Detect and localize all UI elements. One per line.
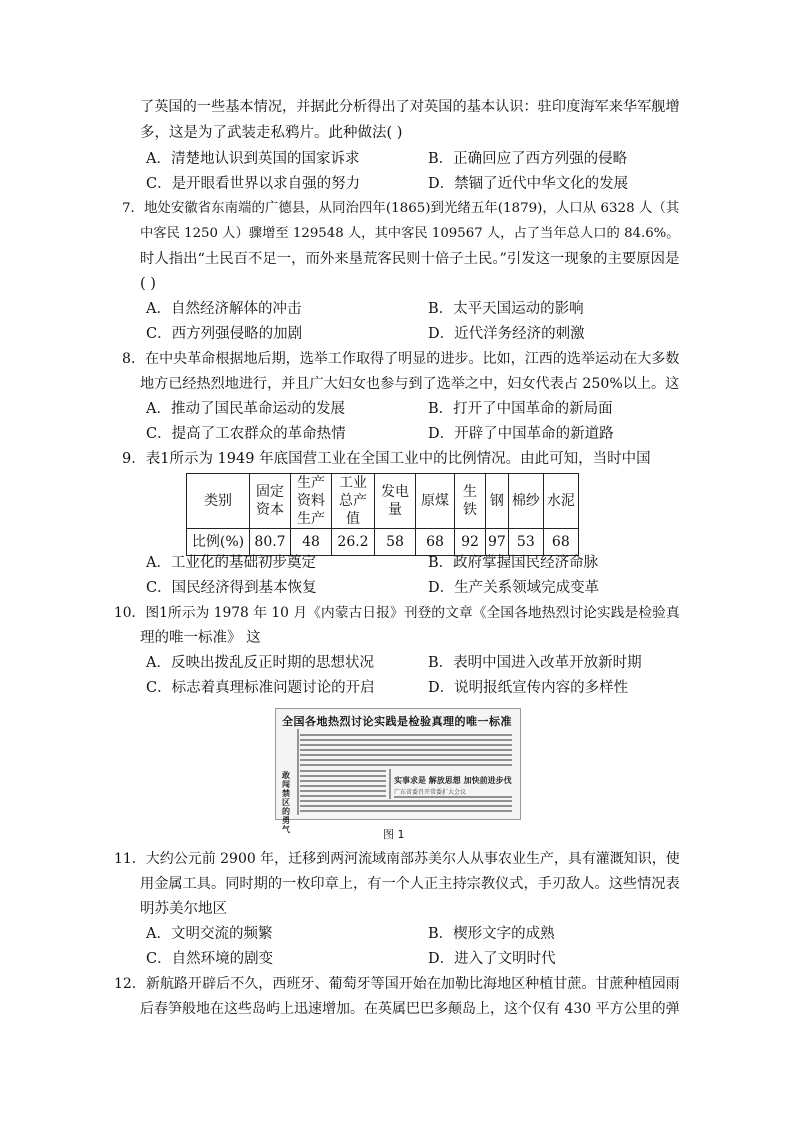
table-cell: 92 xyxy=(455,529,486,556)
table-cell: 97 xyxy=(486,529,509,556)
q8-text-line-1: 8．在中央革命根据地后期，选举工作取得了明显的进步。比如，江西的选举运动在大多数 xyxy=(122,351,680,367)
clipping-headline: 全国各地热烈讨论实践是检验真理的唯一标准 xyxy=(282,715,512,728)
q8-option-b: B．打开了中国革命的新局面 xyxy=(428,401,613,417)
q10-text-line-1: 10．图1所示为 1978 年 10 月《内蒙古日报》刊登的文章《全国各地热烈讨论实践是检验真 xyxy=(114,605,680,621)
q11-text-line-1: 11．大约公元前 2900 年，迁移到两河流域南部苏美尔人从事农业生产，具有灌溉知识，使 xyxy=(114,851,680,867)
q9-option-c: C．国民经济得到基本恢复 xyxy=(146,580,317,596)
q9-text-line-1: 9．表1所示为 1949 年底国营工业在全国工业中的比例情况。由此可知，当时中国 xyxy=(122,451,651,467)
table-cell: 48 xyxy=(291,529,332,556)
q8-option-d: D．开辟了中国革命的新道路 xyxy=(428,426,614,442)
q11-option-c: C．自然环境的剧变 xyxy=(146,951,274,967)
q7-option-b: B．太平天国运动的影响 xyxy=(428,301,584,317)
q7-option-a: A．自然经济解体的冲击 xyxy=(146,301,302,317)
table-header-cell: 生铁 xyxy=(455,474,486,529)
industry-ratio-table xyxy=(186,473,579,556)
table-header-cell: 固定资本 xyxy=(250,474,291,529)
q12-text-line-1: 12．新航路开辟后不久，西班牙、葡萄牙等国开始在加勒比海地区种植甘蔗。甘蔗种植园雨 xyxy=(114,976,680,992)
table-cell: 68 xyxy=(416,529,455,556)
clipping-source-line: 广东省委召开常委扩大会议 xyxy=(394,789,467,796)
table-cell: 26.2 xyxy=(332,529,375,556)
q8-text-line-2: 地方已经热烈地进行，并且广大妇女也参与到了选举之中，妇女代表占 250%以上。这 xyxy=(140,376,680,392)
q9-option-a: A．工业化的基础初步奠定 xyxy=(146,555,316,571)
q11-option-a: A．文明交流的频繁 xyxy=(146,926,273,942)
q9-option-d: D．生产关系领域完成变革 xyxy=(428,580,600,596)
q6-option-c: C．是开眼看世界以求自强的努力 xyxy=(146,176,361,192)
q7-option-c: C．西方列强侵略的加剧 xyxy=(146,326,303,342)
clipping-text-texture xyxy=(276,709,520,819)
table-header-cell: 工业总产值 xyxy=(332,474,375,529)
table-header-cell: 生产资料生产 xyxy=(291,474,332,529)
table-cell: 比例(%) xyxy=(187,529,250,556)
q8-option-a: A．推动了国民革命运动的发展 xyxy=(146,401,345,417)
table-header-cell: 类别 xyxy=(187,474,250,529)
table-header-cell: 原煤 xyxy=(416,474,455,529)
table-cell: 80.7 xyxy=(250,529,291,556)
q11-text-line-3: 明苏美尔地区 xyxy=(140,901,227,917)
q10-option-a: A．反映出拨乱反正时期的思想状况 xyxy=(146,655,374,671)
table-header-cell: 棉纱 xyxy=(508,474,543,529)
q6-text-line-2: 多，这是为了武装走私鸦片。此种做法( ) xyxy=(140,125,403,141)
q7-text-line-4: ( ) xyxy=(140,276,156,292)
figure-caption: 图 1 xyxy=(383,828,405,841)
q6-text-line-1: 了英国的一些基本情况，并据此分析得出了对英国的基本认识：驻印度海军来华军舰增 xyxy=(140,99,680,115)
clipping-side-title: 敢闯禁区的勇气 xyxy=(282,771,290,834)
table-cell: 53 xyxy=(508,529,543,556)
table-header-cell: 发电量 xyxy=(375,474,416,529)
q6-option-b: B．正确回应了西方列强的侵略 xyxy=(428,151,628,167)
q12-text-line-2: 后春笋般地在这些岛屿上迅速增加。在英属巴巴多颠岛上，这个仅有 430 平方公里的弹 xyxy=(140,1001,680,1017)
table-header-cell: 钢 xyxy=(486,474,509,529)
q8-option-c: C．提高了工农群众的革命热情 xyxy=(146,426,346,442)
q9-option-b: B．政府掌握国民经济命脉 xyxy=(428,555,599,571)
q10-option-c: C．标志着真理标准问题讨论的开启 xyxy=(146,680,375,696)
q7-text-line-2: 中客民 1250 人）骤增至 129548 人，其中客民 109567 人，占了当年总人口的 84.6%。 xyxy=(140,226,680,241)
q10-option-d: D．说明报纸宣传内容的多样性 xyxy=(428,680,629,696)
table-cell: 58 xyxy=(375,529,416,556)
table-header-cell: 水泥 xyxy=(543,474,578,529)
q10-text-line-2: 理的唯一标准》 这 xyxy=(140,630,261,646)
table-cell: 68 xyxy=(543,529,578,556)
q11-text-line-2: 用金属工具。同时期的一枚印章上，有一个人正主持宗教仪式，手刃敌人。这些情况表 xyxy=(140,876,680,892)
table-header-row xyxy=(187,474,579,529)
q11-option-d: D．进入了文明时代 xyxy=(428,951,556,967)
q10-option-b: B．表明中国进入改革开放新时期 xyxy=(428,655,642,671)
q11-option-b: B．楔形文字的成熟 xyxy=(428,926,555,942)
q7-text-line-1: 7．地处安徽省东南端的广德县，从同治四年(1865)到光绪五年(1879)，人口从 6328 人（其 xyxy=(122,201,680,216)
q6-option-a: A．清楚地认识到英国的国家诉求 xyxy=(146,151,360,167)
newspaper-clipping-image xyxy=(275,708,521,834)
q7-option-d: D．近代洋务经济的刺激 xyxy=(428,326,585,342)
q6-option-d: D．禁锢了近代中华文化的发展 xyxy=(428,176,629,192)
q7-text-line-3: 时人指出“土民百不足一，而外来垦荒客民则十倍子土民。”引发这一现象的主要原因是 xyxy=(140,251,680,267)
clipping-subheadline: 实事求是 解放思想 加快前进步伐 xyxy=(394,776,512,785)
